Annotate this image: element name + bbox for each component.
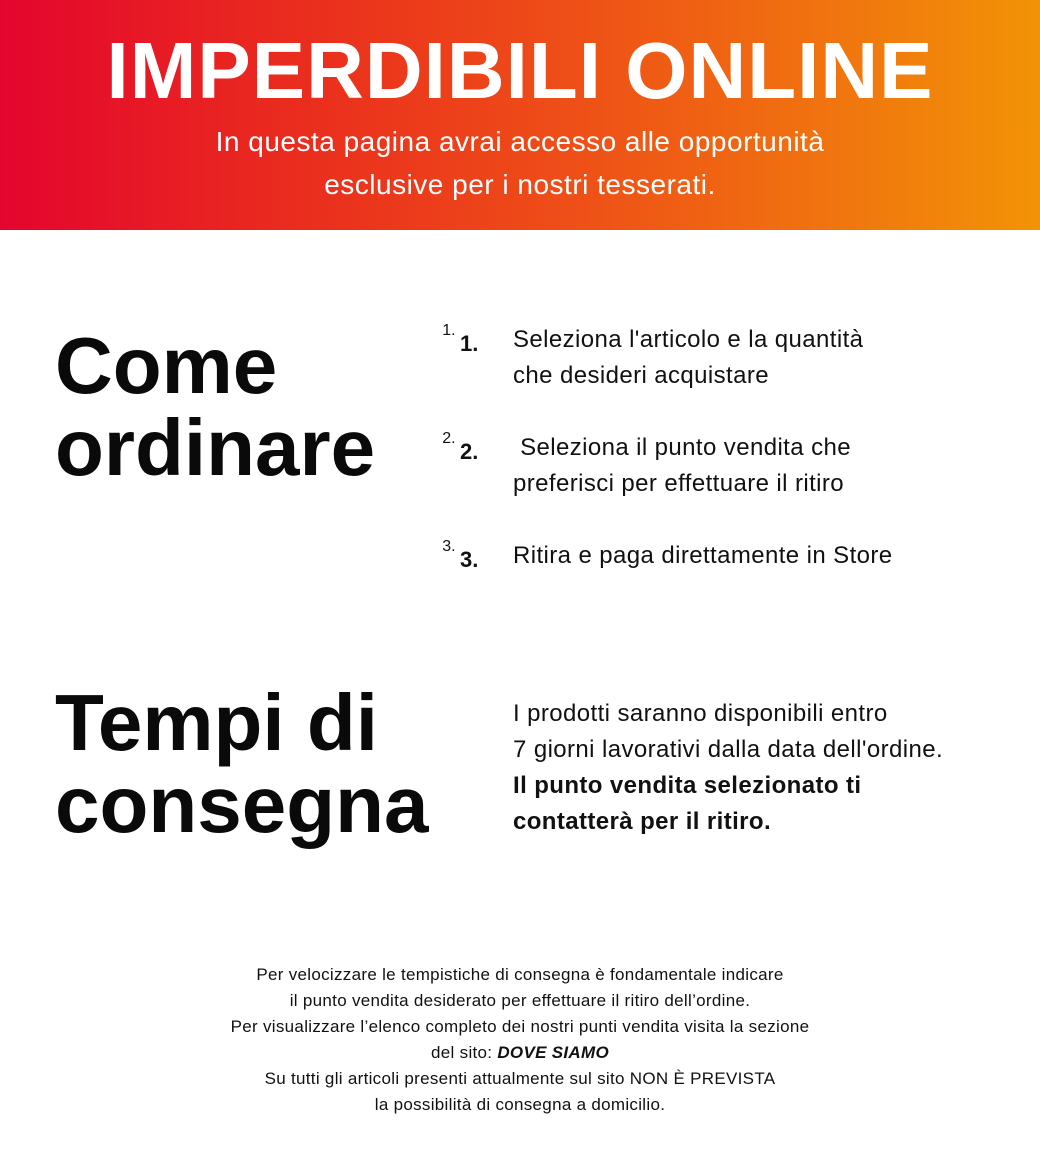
step-text-line: Seleziona il punto vendita che [513, 434, 851, 461]
footer-line: Per visualizzare l’elenco completo dei nostri punti vendita visita la sezione [230, 1017, 810, 1036]
hero-subtitle-line: In questa pagina avrai accesso alle opportunità [215, 126, 825, 157]
hero-subtitle-line: esclusive per i nostri tesserati. [324, 169, 716, 200]
delivery-text-line: I prodotti saranno disponibili entro [513, 700, 888, 727]
order-step [460, 322, 1020, 389]
footer-notes [0, 962, 1040, 1118]
footer-line-prefix: del sito: [431, 1043, 498, 1062]
heading-line: consegna [55, 760, 429, 849]
step-text-line: preferisci per effettuare il ritiro [513, 470, 845, 497]
delivery-times-heading [55, 678, 429, 849]
heading-line: Tempi di [55, 678, 378, 767]
order-step [460, 430, 1020, 497]
step-text-line: Seleziona l'articolo e la quantità [513, 326, 864, 353]
delivery-bold-line: contatterà per il ritiro. [513, 808, 772, 835]
footer-line: il punto vendita desiderato per effettuare il ritiro dell’ordine. [289, 991, 751, 1010]
heading-line: Come [55, 321, 278, 410]
footer-line: Per velocizzare le tempistiche di consegna è fondamentale indicare [256, 965, 784, 984]
step-text [513, 322, 1013, 394]
order-step [460, 538, 1020, 572]
how-to-order-heading [55, 321, 376, 492]
step-number: 2. 2. [460, 439, 479, 464]
step-text [513, 430, 1013, 502]
hero-banner [0, 0, 1040, 230]
footer-line-with-link [0, 1040, 1040, 1066]
delivery-bold-line: Il punto vendita selezionato ti [513, 772, 862, 799]
delivery-info [513, 696, 1033, 840]
page-title: IMPERDIBILI ONLINE [106, 26, 934, 115]
heading-line: ordinare [55, 403, 376, 492]
dove-siamo-link[interactable]: DOVE SIAMO [497, 1043, 609, 1062]
footer-line: la possibilità di consegna a domicilio. [374, 1095, 666, 1114]
hero-subtitle [0, 120, 1040, 206]
step-text-line: Ritira e paga direttamente in Store [513, 542, 893, 569]
delivery-text-line: 7 giorni lavorativi dalla data dell'ordine. [513, 736, 944, 763]
step-text-line: che desideri acquistare [513, 362, 770, 389]
footer-line: Su tutti gli articoli presenti attualmente sul sito NON È PREVISTA [264, 1069, 776, 1088]
step-number: 1. 1. [460, 331, 479, 356]
step-number: 3. 3. [460, 547, 479, 572]
step-text [513, 538, 1013, 574]
